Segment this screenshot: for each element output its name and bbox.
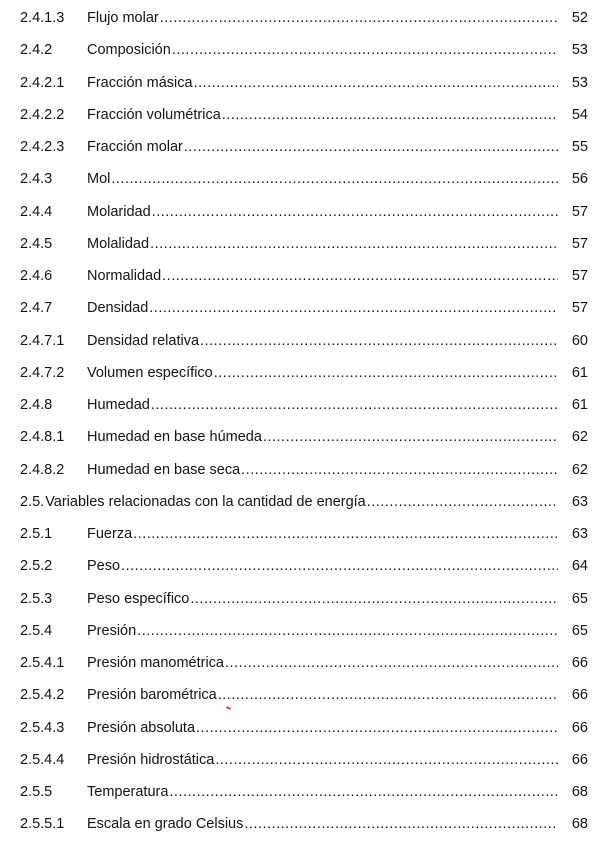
toc-row: [20, 105, 588, 125]
toc-dot-leader: [244, 814, 558, 834]
toc-section-number: 2.4.8.2: [20, 461, 65, 478]
toc-page-number: 56: [571, 171, 588, 188]
toc-page-number: 65: [571, 590, 588, 607]
toc-page-number: 61: [571, 364, 588, 381]
toc-dot-leader: [151, 395, 558, 415]
toc-row: [20, 653, 588, 673]
toc-section-number: 2.4.2.3: [20, 139, 65, 155]
toc-page-number: 66: [571, 719, 588, 736]
toc-dot-leader: [194, 73, 558, 93]
toc-page-number: 61: [571, 397, 588, 413]
toc-section-title: Fracción másica: [87, 74, 193, 91]
toc-section-title: Peso específico: [87, 590, 190, 607]
toc-row: [20, 40, 588, 60]
toc-page-number: 57: [571, 268, 588, 284]
toc-dot-leader: [196, 718, 558, 738]
toc-dot-leader: [137, 621, 558, 641]
toc-section-title: Densidad relativa: [87, 332, 200, 349]
toc-page-number: 57: [571, 203, 588, 220]
toc-section-number: 2.4.7.1: [20, 332, 65, 349]
toc-section-number: 2.4.8.1: [20, 429, 65, 446]
toc-section-number: 2.4.2: [20, 42, 53, 59]
toc-section-number: 2.4.7: [20, 300, 53, 317]
toc-page-number: 68: [571, 784, 588, 800]
toc-row: [20, 331, 588, 351]
toc-row: [20, 8, 588, 28]
toc-section-title: Humedad: [87, 397, 150, 413]
toc-row: [20, 556, 588, 576]
toc-page-number: 68: [571, 816, 588, 833]
toc-section-number: 2.5.3: [20, 590, 53, 607]
toc-section-title: Presión absoluta: [87, 719, 196, 736]
toc-section-title: Normalidad: [87, 268, 162, 284]
toc-section-number: 2.4.1.3: [20, 10, 65, 26]
toc-page-number: 66: [571, 751, 588, 768]
toc-page-number: 54: [571, 106, 588, 123]
toc-dot-leader: [200, 331, 558, 351]
toc-section-title: Variables relacionadas con la cantidad de energía: [45, 493, 366, 510]
toc-row: [20, 202, 588, 222]
toc-section-number: 2.4.6: [20, 268, 53, 284]
toc-row: [20, 718, 588, 738]
toc-dot-leader: [111, 169, 558, 189]
toc-dot-leader: [121, 556, 558, 576]
toc-dot-leader: [218, 685, 558, 705]
toc-page-number: 65: [571, 622, 588, 639]
toc-page-number: 53: [571, 42, 588, 59]
toc-dot-leader: [169, 782, 558, 802]
toc-row: [20, 621, 588, 641]
toc-page-number: 53: [571, 74, 588, 91]
toc-section-title: Composición: [87, 42, 171, 59]
toc-page-number: 66: [571, 655, 588, 671]
toc-page-number: 52: [571, 10, 588, 26]
toc-section-number: 2.5.4.4: [20, 751, 65, 768]
toc-row: [20, 363, 588, 383]
toc-dot-leader: [133, 524, 558, 544]
toc-section-number: 2.5.5.1: [20, 816, 65, 833]
toc-row: [20, 73, 588, 93]
toc-dot-leader: [172, 40, 558, 60]
toc-section-title: Molalidad: [87, 235, 150, 252]
toc-section-title: Fracción volumétrica: [87, 106, 221, 123]
toc-dot-leader: [215, 750, 558, 770]
toc-section-title: Presión manométrica: [87, 655, 224, 671]
toc-section-title: Peso: [87, 558, 121, 575]
toc-section-number: 2.4.5: [20, 235, 53, 252]
toc-dot-leader: [152, 202, 558, 222]
toc-section-number: 2.5.4.3: [20, 719, 65, 736]
toc-dot-leader: [367, 492, 558, 512]
toc-row: [20, 266, 588, 286]
toc-section-number: 2.5.4.1: [20, 655, 65, 671]
toc-section-number: 2.5.2: [20, 558, 53, 575]
toc-page-number: 57: [571, 235, 588, 252]
toc-row: [20, 427, 588, 447]
toc-page-number: 57: [571, 300, 588, 317]
toc-section-title: Mol: [87, 171, 111, 188]
toc-dot-leader: [190, 589, 558, 609]
toc-row: [20, 750, 588, 770]
toc-page-number: 60: [571, 332, 588, 349]
toc-section-title: Escala en grado Celsius: [87, 816, 244, 833]
toc-section-number: 2.5.4.2: [20, 687, 65, 704]
toc-section-number: 2.4.8: [20, 397, 53, 413]
toc-section-title: Presión barométrica: [87, 687, 217, 704]
toc-section-title: Fracción molar: [87, 139, 183, 155]
toc-page-number: 55: [571, 139, 588, 155]
toc-page-number: 63: [571, 526, 588, 542]
toc-section-number: 2.5.4: [20, 622, 53, 639]
toc-page-number: 66: [571, 687, 588, 704]
toc-dot-leader: [162, 266, 558, 286]
toc-row: [20, 169, 588, 189]
toc-row: [20, 814, 588, 834]
toc-section-title: Humedad en base húmeda: [87, 429, 262, 446]
toc-section-title: Densidad: [87, 300, 149, 317]
toc-page-number: 62: [571, 461, 588, 478]
toc-page-number: 62: [571, 429, 588, 446]
toc-section-title: Temperatura: [87, 784, 169, 800]
toc-section-number: 2.4.4: [20, 203, 53, 220]
toc-section-title: Presión hidrostática: [87, 751, 215, 768]
toc-row: [20, 234, 588, 254]
toc-row: [20, 589, 588, 609]
toc-dot-leader: [225, 653, 558, 673]
toc-row: [20, 395, 588, 415]
toc-section-number: 2.4.2.1: [20, 74, 65, 91]
toc-row: [20, 460, 588, 480]
toc-section-number: 2.4.3: [20, 171, 53, 188]
toc-section-number: 2.5.1: [20, 526, 53, 542]
toc-row: [20, 137, 588, 157]
toc-section-title: Fuerza: [87, 526, 133, 542]
toc-section-number: 2.4.2.2: [20, 106, 65, 123]
toc-section-number: 2.5.: [20, 493, 45, 510]
toc-page-number: 63: [571, 493, 588, 510]
toc-dot-leader: [149, 298, 558, 318]
toc-section-title: Humedad en base seca: [87, 461, 241, 478]
toc-dot-leader: [184, 137, 558, 157]
toc-page-number: 64: [571, 558, 588, 575]
toc-dot-leader: [222, 105, 558, 125]
toc-row: [20, 298, 588, 318]
toc-section-title: Flujo molar: [87, 10, 159, 26]
toc-section-number: 2.5.5: [20, 784, 53, 800]
toc-dot-leader: [241, 460, 558, 480]
toc-section-number: 2.4.7.2: [20, 364, 65, 381]
toc-section-title: Volumen específico: [87, 364, 213, 381]
toc-dot-leader: [214, 363, 558, 383]
toc-dot-leader: [160, 8, 558, 28]
toc-dot-leader: [150, 234, 558, 254]
toc-dot-leader: [263, 427, 558, 447]
toc-row: [20, 492, 588, 512]
toc-section-title: Molaridad: [87, 203, 151, 220]
toc-row: [20, 685, 588, 705]
toc-row: [20, 524, 588, 544]
toc-section-title: Presión: [87, 622, 137, 639]
toc-row: [20, 782, 588, 802]
